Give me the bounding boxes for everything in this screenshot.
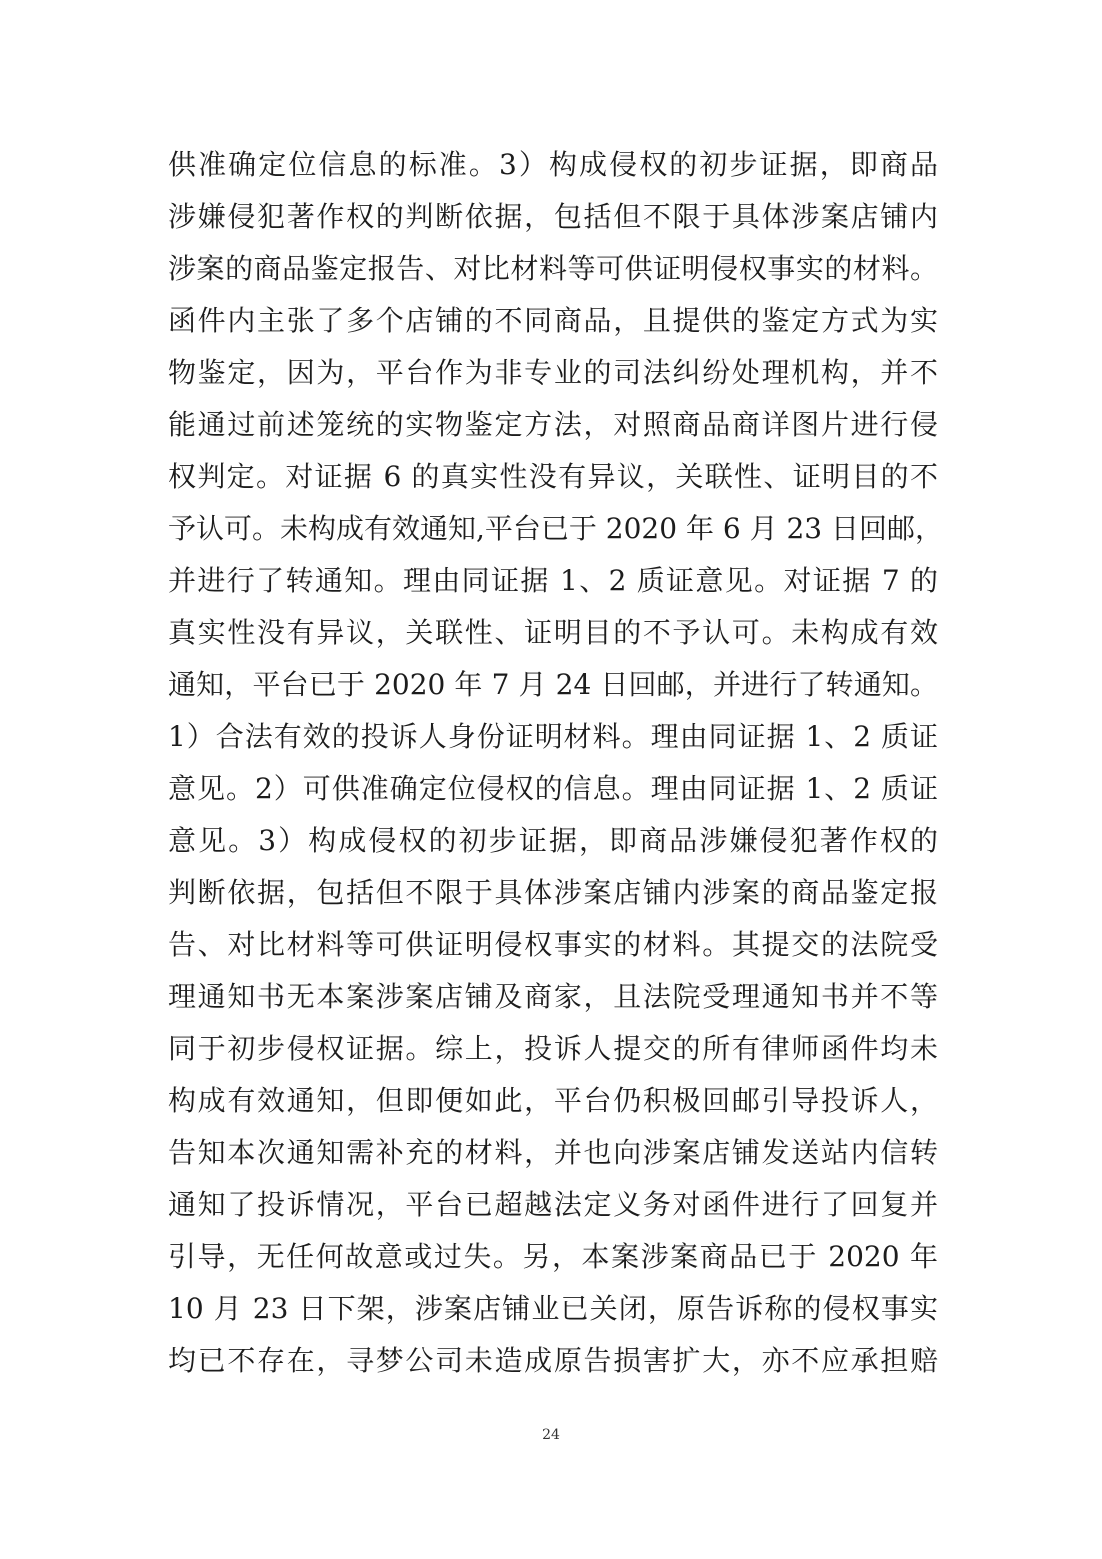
text-line: 意见。3）构成侵权的初步证据，即商品涉嫌侵犯著作权的	[168, 824, 938, 857]
text-line: 并进行了转通知。理由同证据 1、2 质证意见。对证据 7 的	[168, 564, 938, 597]
text-line: 予认可。未构成有效通知,平台已于 2020 年 6 月 23 日回邮，	[168, 512, 944, 545]
body-text	[168, 139, 944, 1387]
text-line: 均已不存在，寻梦公司未造成原告损害扩大，亦不应承担赔	[168, 1344, 938, 1377]
text-line: 引导，无任何故意或过失。另，本案涉案商品已于 2020 年	[168, 1240, 938, 1273]
page-number: 24	[542, 1427, 560, 1443]
text-line: 1）合法有效的投诉人身份证明材料。理由同证据 1、2 质证	[168, 720, 938, 753]
text-line: 真实性没有异议，关联性、证明目的不予认可。未构成有效	[168, 616, 938, 649]
text-line: 告知本次通知需补充的材料，并也向涉案店铺发送站内信转	[168, 1136, 938, 1169]
text-line: 判断依据，包括但不限于具体涉案店铺内涉案的商品鉴定报	[168, 876, 938, 909]
text-line: 函件内主张了多个店铺的不同商品，且提供的鉴定方式为实	[168, 304, 938, 337]
text-line: 告、对比材料等可供证明侵权事实的材料。其提交的法院受	[168, 928, 938, 961]
text-line: 通知了投诉情况，平台已超越法定义务对函件进行了回复并	[168, 1188, 938, 1221]
text-line: 涉案的商品鉴定报告、对比材料等可供证明侵权事实的材料。	[168, 252, 938, 285]
text-line: 构成有效通知，但即便如此，平台仍积极回邮引导投诉人，	[168, 1084, 938, 1117]
text-line: 供准确定位信息的标准。3）构成侵权的初步证据，即商品	[168, 148, 938, 181]
text-line: 权判定。对证据 6 的真实性没有异议，关联性、证明目的不	[168, 460, 938, 493]
text-line: 涉嫌侵犯著作权的判断依据，包括但不限于具体涉案店铺内	[168, 200, 938, 233]
text-line: 能通过前述笼统的实物鉴定方法，对照商品商详图片进行侵	[168, 408, 938, 441]
text-line: 理通知书无本案涉案店铺及商家，且法院受理通知书并不等	[168, 980, 938, 1013]
text-line: 物鉴定，因为，平台作为非专业的司法纠纷处理机构，并不	[168, 356, 938, 389]
text-line: 同于初步侵权证据。综上，投诉人提交的所有律师函件均未	[168, 1032, 938, 1065]
text-line: 通知，平台已于 2020 年 7 月 24 日回邮，并进行了转通知。	[168, 668, 938, 701]
text-line: 意见。2）可供准确定位侵权的信息。理由同证据 1、2 质证	[168, 772, 938, 805]
text-line: 10 月 23 日下架，涉案店铺业已关闭，原告诉称的侵权事实	[168, 1292, 938, 1325]
